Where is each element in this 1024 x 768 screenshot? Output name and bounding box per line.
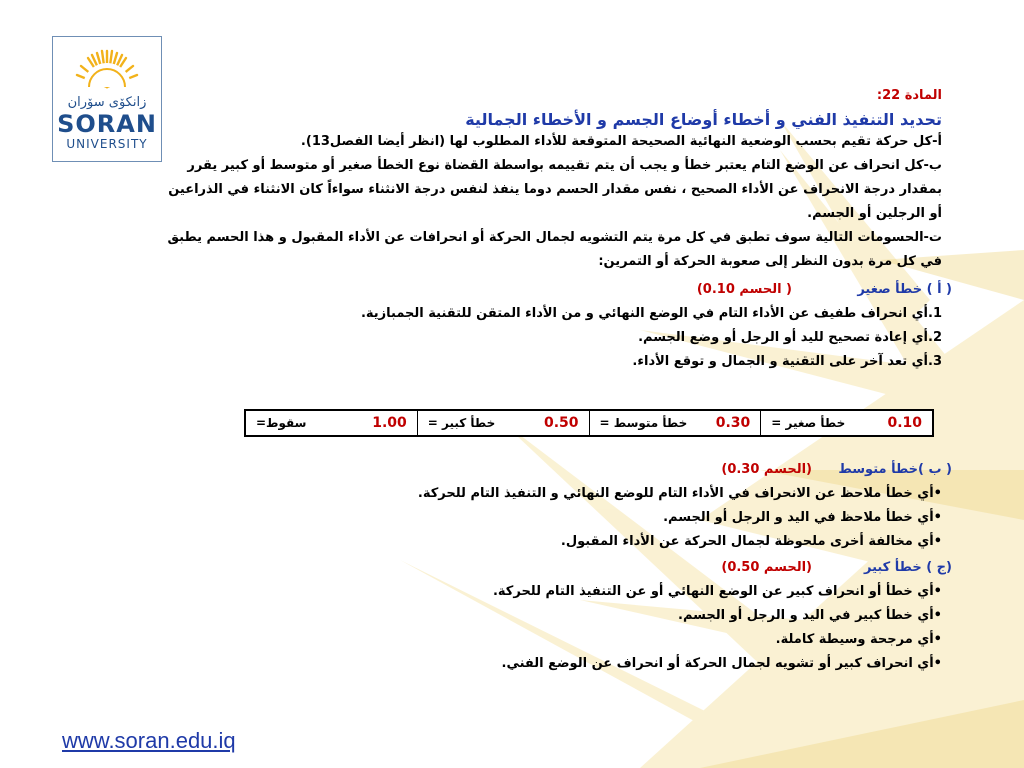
cell-value: 1.00 (372, 415, 407, 431)
small-error-item: 3.أي تعد آخر على التقنية و الجمال و توقع الأداء. (632, 354, 942, 369)
cell-value: 0.10 (887, 415, 922, 431)
large-error-deduction: (الحسم 0.50) (721, 560, 812, 575)
large-error-item: •أي خطأ كبير في اليد و الرجل أو الجسم. (678, 608, 942, 623)
article-line: بمقدار درجة الانحراف عن الأداء الصحيح ، نفس مقدار الحسم دوما ينفذ لنفس درجة الانثناء سواءاً كان الانثناء في الذراعين (168, 182, 942, 197)
table-cell (246, 411, 417, 435)
university-logo (52, 36, 162, 162)
website-link[interactable]: www.soran.edu.iq (62, 728, 236, 753)
article-line: ب-كل انحراف عن الوضع التام يعتبر خطأ و يجب أن يتم تقييمه بواسطة القضاة نوع الخطأ صغير أو متوسط أو كبير يقرر (187, 158, 942, 173)
small-error-heading: ( أ ) خطأ صغير (857, 282, 952, 297)
medium-error-item: •أي مخالفة أخرى ملحوظة لجمال الحركة عن الأداء المقبول. (560, 534, 942, 549)
sun-emblem-icon (53, 37, 161, 97)
medium-error-item: •أي خطأ ملاحظ في اليد و الرجل أو الجسم. (663, 510, 942, 525)
cell-label: خطأ صغير = (771, 416, 846, 430)
medium-error-item: •أي خطأ ملاحظ عن الانحراف في الأداء التام للوضع النهائي و التنفيذ التام للحركة. (417, 486, 942, 501)
table-cell (417, 411, 589, 435)
article-line: أ-كل حركة تقيم بحسب الوضعية النهائية الصحيحة المتوقعة للأداء المطلوب لها (انظر أيضا الفصل13). (300, 134, 942, 149)
article-line: في كل مرة بدون النظر إلى صعوبة الحركة أو التمرين: (598, 254, 942, 269)
cell-value: 0.30 (715, 415, 751, 431)
article-title: تحديد التنفيذ الفني و أخطاء أوضاع الجسم و الأخطاء الجمالية (465, 110, 942, 129)
small-error-item: 2.أي إعادة تصحيح لليد أو الرجل أو وضع الجسم. (638, 330, 942, 345)
article-line: ت-الحسومات التالية سوف تطبق في كل مرة يتم التشويه لجمال الحركة أو انحرافات عن الأداء المقبول و هذا الحسم يطبق (167, 230, 942, 245)
small-error-deduction: ( الحسم 0.10) (696, 282, 792, 297)
deduction-table (244, 409, 934, 437)
logo-subtitle: UNIVERSITY (66, 137, 148, 151)
logo-name: SORAN (57, 110, 157, 138)
large-error-item: •أي خطأ أو انحراف كبير عن الوضع النهائي أو عن التنفيذ التام للحركة. (492, 584, 942, 599)
large-error-item: •أي مرجحة وسيطة كاملة. (775, 632, 942, 647)
cell-value: 0.50 (543, 415, 579, 431)
small-error-item: 1.أي انحراف طفيف عن الأداء التام في الوضع النهائي و من الأداء المتقن للتقنية الجمبازية. (360, 306, 942, 321)
cell-label: سقوط= (256, 416, 307, 430)
large-error-heading: (ج ) خطأ كبير (863, 560, 952, 575)
logo-kurdish-text: زانكۆی سۆران (67, 95, 147, 110)
table-cell (760, 411, 932, 435)
article-line: أو الرجلين أو الجسم. (807, 206, 942, 221)
large-error-item: •أي انحراف كبير أو تشويه لجمال الحركة أو انحراف عن الوضع الفني. (501, 656, 942, 671)
medium-error-deduction: (الحسم 0.30) (721, 462, 812, 477)
cell-label: خطأ متوسط = (599, 416, 688, 430)
cell-label: خطأ كبير = (427, 416, 496, 430)
medium-error-heading: ( ب )خطأ متوسط (838, 462, 952, 477)
article-number: المادة 22: (876, 88, 942, 103)
table-cell (589, 411, 761, 435)
